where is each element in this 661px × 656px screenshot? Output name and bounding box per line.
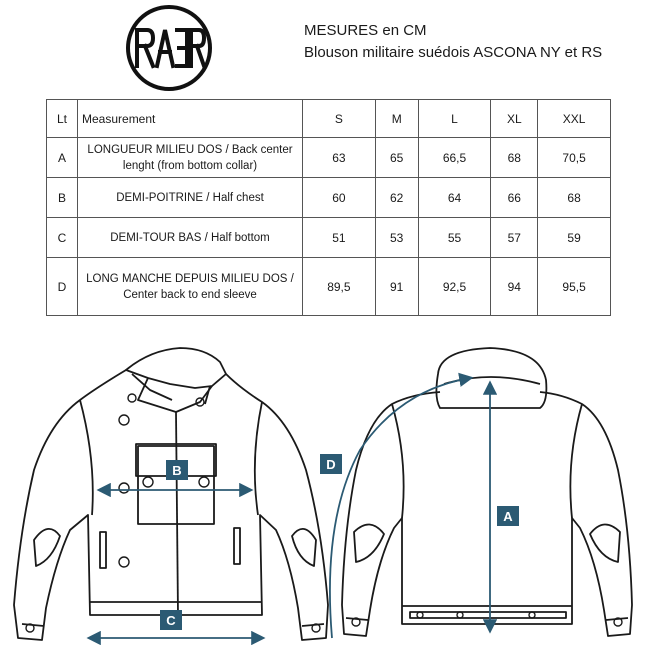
- header-m: M: [375, 100, 418, 138]
- row-label: [78, 258, 303, 316]
- cell-xl: 66: [491, 178, 538, 218]
- page-heading: [304, 20, 602, 64]
- row-label-line-1: LONGUEUR MILIEU DOS / Back center: [87, 143, 293, 156]
- size-table: [46, 99, 611, 316]
- table-row: [47, 258, 611, 316]
- cell-xxl: 70,5: [538, 138, 611, 178]
- cell-m: 91: [375, 258, 418, 316]
- cell-s: 63: [303, 138, 376, 178]
- cell-l: 66,5: [418, 138, 491, 178]
- row-label: DEMI-TOUR BAS / Half bottom: [78, 218, 303, 258]
- cell-l: 55: [418, 218, 491, 258]
- row-label-line-2: lenght (from bottom collar): [122, 159, 258, 172]
- cell-m: 65: [375, 138, 418, 178]
- heading-line-2: Blouson militaire suédois ASCONA NY et RS: [304, 44, 603, 61]
- cell-s: 60: [303, 178, 376, 218]
- cell-s: 51: [303, 218, 376, 258]
- table-row: [47, 178, 611, 218]
- cell-l: 64: [418, 178, 491, 218]
- cell-xl: 57: [491, 218, 538, 258]
- cell-xxl: 59: [538, 218, 611, 258]
- logo-text: RAER: [121, 4, 124, 5]
- jacket-back-view: [342, 348, 632, 636]
- table-header-row: [47, 100, 611, 138]
- jacket-front-view: [14, 348, 328, 640]
- cell-m: 62: [375, 178, 418, 218]
- header-s: S: [303, 100, 376, 138]
- marker-a-label: A: [503, 509, 513, 524]
- row-label: [78, 138, 303, 178]
- header-l: L: [418, 100, 491, 138]
- cell-xxl: 95,5: [538, 258, 611, 316]
- table-row: [47, 218, 611, 258]
- header-xl: XL: [491, 100, 538, 138]
- jacket-drawings: [0, 340, 661, 656]
- table-row: [47, 138, 611, 178]
- marker-d: [320, 454, 342, 474]
- marker-b: [166, 460, 188, 480]
- row-label-line-2: Center back to end sleeve: [123, 288, 257, 301]
- brand-logo: [121, 4, 217, 92]
- row-label: DEMI-POITRINE / Half chest: [78, 178, 303, 218]
- cell-l: 92,5: [418, 258, 491, 316]
- row-letter: B: [47, 178, 78, 218]
- cell-xl: 68: [491, 138, 538, 178]
- row-letter: D: [47, 258, 78, 316]
- row-letter: A: [47, 138, 78, 178]
- header-xxl: XXL: [538, 100, 611, 138]
- header-measurement: Measurement: [78, 100, 303, 138]
- cell-s: 89,5: [303, 258, 376, 316]
- marker-a: [497, 506, 519, 526]
- marker-c: [160, 610, 182, 630]
- cell-xxl: 68: [538, 178, 611, 218]
- measurement-lines: [90, 378, 490, 638]
- header-lt: Lt: [47, 100, 78, 138]
- cell-m: 53: [375, 218, 418, 258]
- row-label-line-1: LONG MANCHE DEPUIS MILIEU DOS /: [86, 272, 294, 285]
- heading-line-1: MESURES en CM: [304, 22, 427, 39]
- row-letter: C: [47, 218, 78, 258]
- marker-b-label: B: [172, 463, 182, 478]
- marker-c-label: C: [166, 613, 176, 628]
- cell-xl: 94: [491, 258, 538, 316]
- marker-d-label: D: [326, 457, 336, 472]
